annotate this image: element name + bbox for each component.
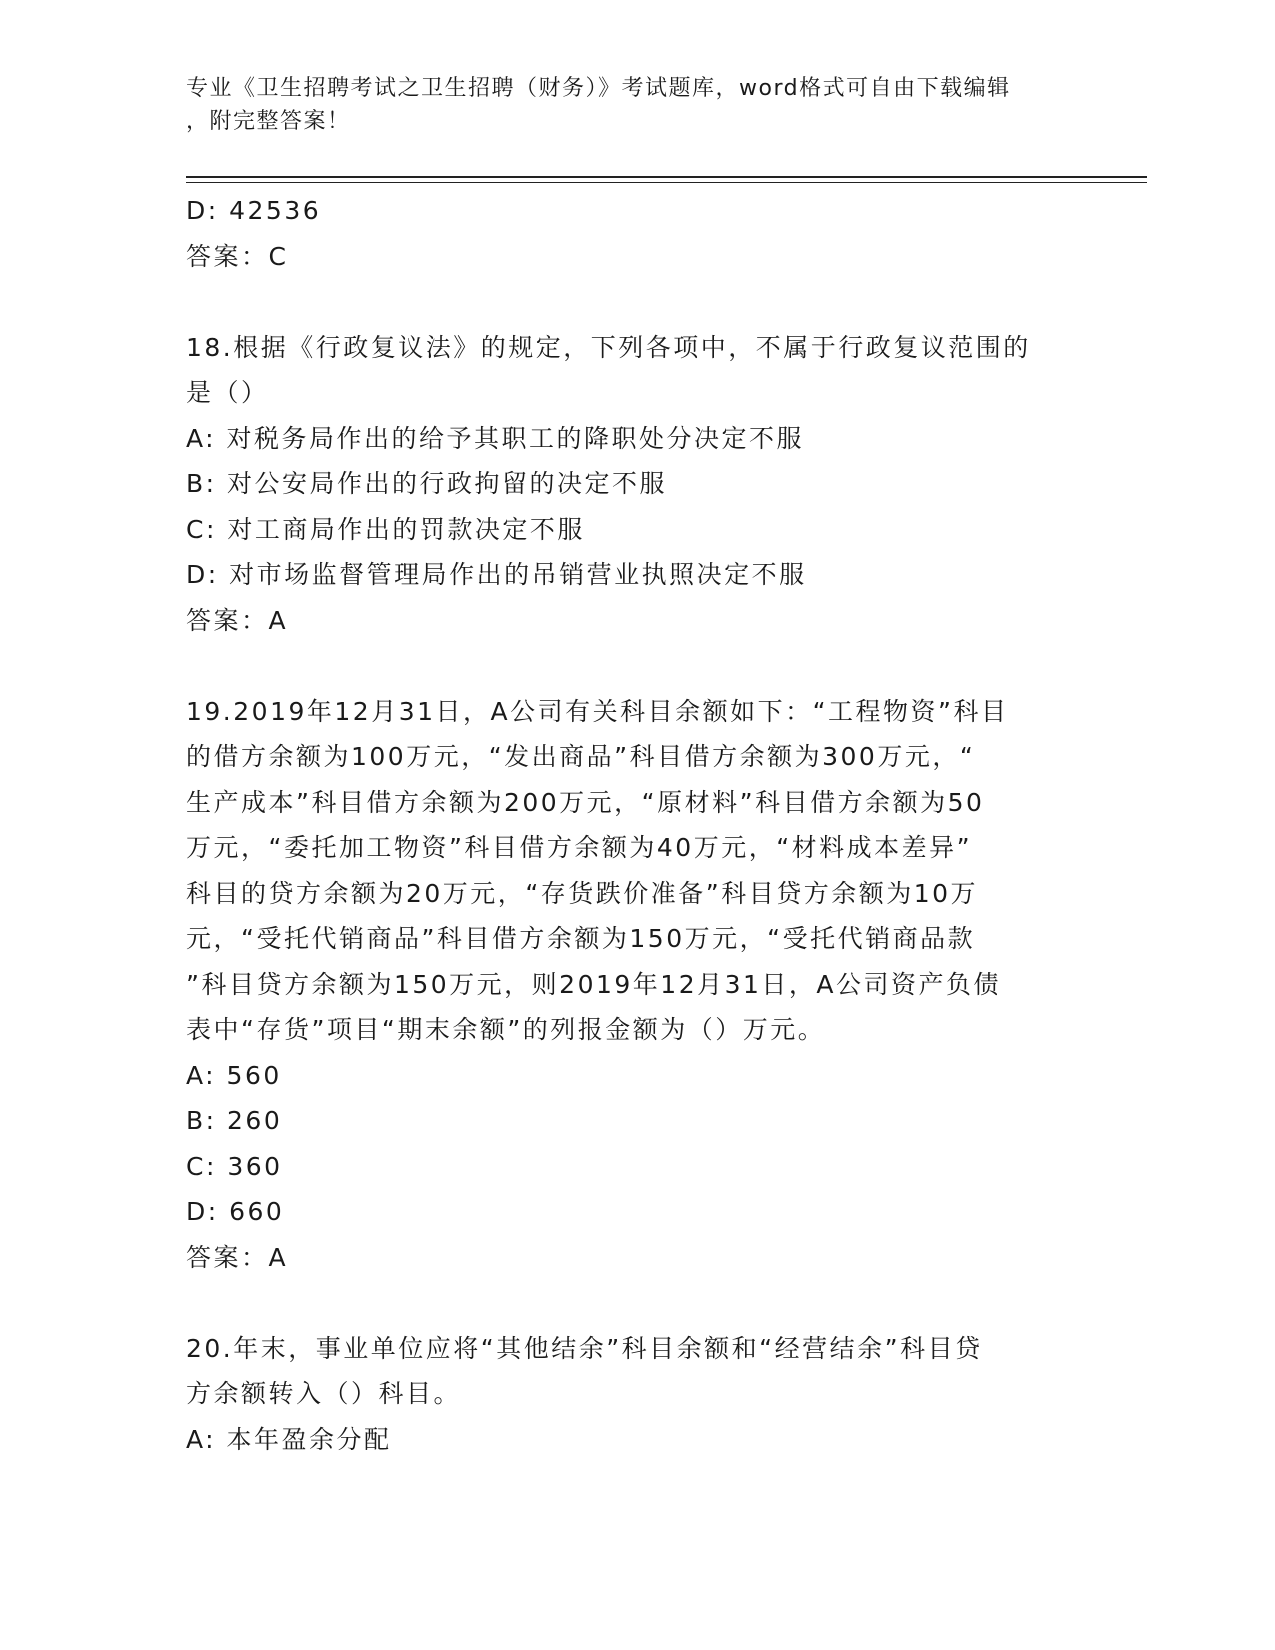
question-text-line: 生产成本”科目借方余额为200万元，“原材料”科目借方余额为50 xyxy=(186,787,985,817)
question-19 xyxy=(186,689,1066,1281)
answer: 答案：A xyxy=(186,1242,289,1272)
question-18 xyxy=(186,325,1066,644)
header-line-2: ，附完整答案！ xyxy=(186,109,351,134)
spacer xyxy=(186,279,1066,325)
question-text-line: 是（） xyxy=(186,378,269,407)
document-body xyxy=(186,188,1066,1462)
question-text-line: 表中“存货”项目“期末余额”的列报金额为（）万元。 xyxy=(186,1015,826,1044)
header-divider-thin xyxy=(186,182,1147,183)
question-text-line: 元，“受托代销商品”科目借方余额为150万元，“受托代销商品款 xyxy=(186,924,976,953)
option-d: D: 42536 xyxy=(186,196,322,225)
question-text-line: 科目的贷方余额为20万元，“存货跌价准备”科目贷方余额为10万 xyxy=(186,878,979,908)
header-line-1: 专业《卫生招聘考试之卫生招聘（财务）》考试题库，word格式可自由下载编辑 xyxy=(186,76,1011,101)
spacer xyxy=(186,643,1066,689)
option-d: D: 对市场监督管理局作出的吊销营业执照决定不服 xyxy=(186,560,807,589)
spacer xyxy=(186,1280,1066,1326)
page-header xyxy=(186,72,1086,138)
option-a: A: 560 xyxy=(186,1060,282,1090)
option-d: D: 660 xyxy=(186,1197,285,1226)
option-c: C: 360 xyxy=(186,1151,283,1181)
header-divider-thick xyxy=(186,176,1147,178)
question-text-line: 20.年末，事业单位应将“其他结余”科目余额和“经营结余”科目贷 xyxy=(186,1333,983,1363)
option-b: B: 对公安局作出的行政拘留的决定不服 xyxy=(186,469,668,498)
answer: 答案：A xyxy=(186,605,289,635)
option-a: A: 本年盈余分配 xyxy=(186,1424,392,1454)
question-20 xyxy=(186,1326,1066,1463)
question-text-line: 方余额转入（）科目。 xyxy=(186,1379,462,1408)
option-b: B: 260 xyxy=(186,1106,283,1135)
question-text-line: ”科目贷方余额为150万元，则2019年12月31日，A公司资产负债 xyxy=(186,969,1002,999)
question-text-line: 的借方余额为100万元，“发出商品”科目借方余额为300万元，“ xyxy=(186,742,976,771)
question-text-line: 万元，“委托加工物资”科目借方余额为40万元，“材料成本差异” xyxy=(186,833,973,862)
question-text-line: 19.2019年12月31日，A公司有关科目余额如下：“工程物资”科目 xyxy=(186,696,1009,726)
option-a: A: 对税务局作出的给予其职工的降职处分决定不服 xyxy=(186,423,805,453)
question-text-line: 18.根据《行政复议法》的规定，下列各项中，不属于行政复议范围的 xyxy=(186,332,1031,362)
option-c: C: 对工商局作出的罚款决定不服 xyxy=(186,514,585,544)
answer: 答案：C xyxy=(186,241,289,271)
